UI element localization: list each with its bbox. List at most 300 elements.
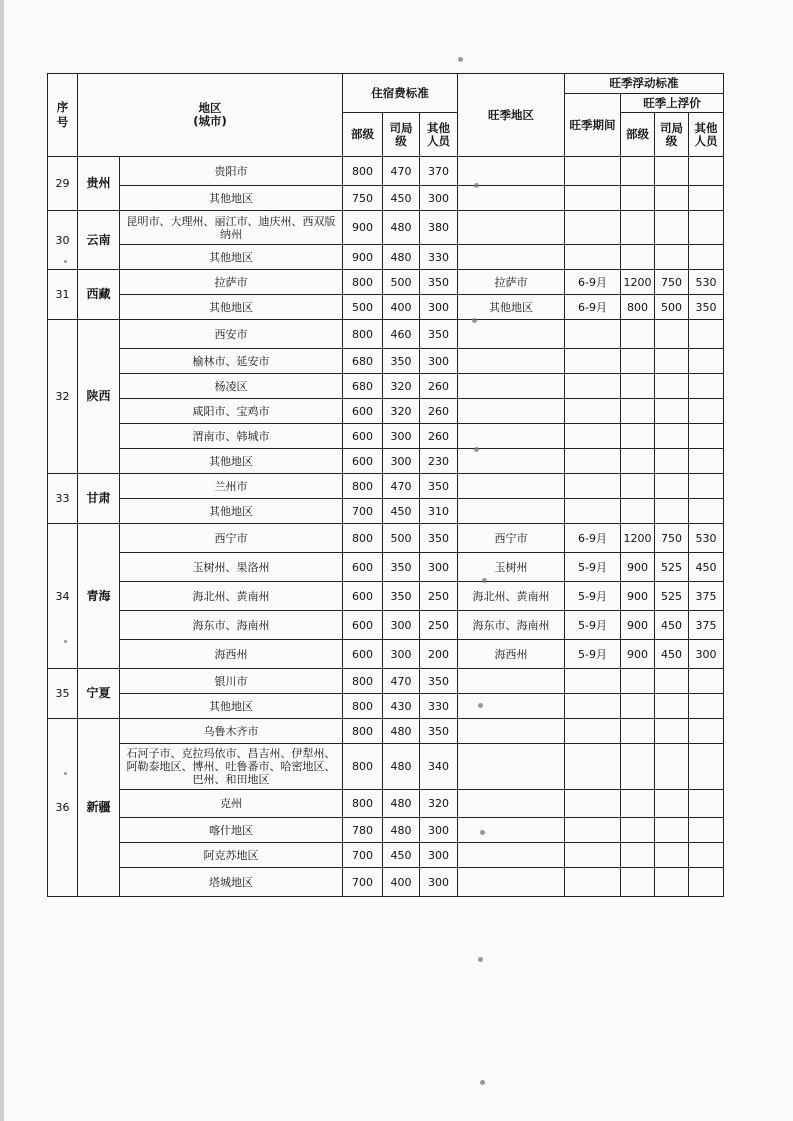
rate-bureau: 400 [383, 295, 420, 320]
peak-ministerial: 800 [621, 295, 655, 320]
peak-ministerial [621, 843, 655, 868]
peak-other [689, 868, 724, 897]
table-row [48, 524, 724, 553]
table-row [48, 474, 724, 499]
peak-bureau [655, 374, 689, 399]
peak-period-cell [565, 744, 621, 790]
rate-other: 350 [420, 719, 458, 744]
peak-ministerial [621, 424, 655, 449]
peak-other [689, 669, 724, 694]
peak-period-cell [565, 424, 621, 449]
rate-bureau: 350 [383, 349, 420, 374]
peak-bureau [655, 719, 689, 744]
rate-other: 350 [420, 669, 458, 694]
peak-period-cell: 5-9月 [565, 640, 621, 669]
peak-period-cell [565, 669, 621, 694]
rate-ministerial: 800 [343, 320, 383, 349]
peak-period-cell: 5-9月 [565, 611, 621, 640]
rate-other: 230 [420, 449, 458, 474]
rate-other: 300 [420, 553, 458, 582]
city-cell: 其他地区 [120, 694, 343, 719]
city-cell: 杨凌区 [120, 374, 343, 399]
peak-period-cell [565, 474, 621, 499]
peak-other: 350 [689, 295, 724, 320]
rate-other: 300 [420, 868, 458, 897]
city-cell: 银川市 [120, 669, 343, 694]
city-cell: 拉萨市 [120, 270, 343, 295]
peak-area-cell: 西宁市 [458, 524, 565, 553]
rate-ministerial: 800 [343, 474, 383, 499]
peak-ministerial [621, 245, 655, 270]
rate-bureau: 480 [383, 744, 420, 790]
table-row [48, 374, 724, 399]
peak-area-cell [458, 374, 565, 399]
peak-bureau [655, 349, 689, 374]
peak-area-cell [458, 211, 565, 245]
seq-cell: 35 [48, 669, 78, 719]
peak-bureau [655, 868, 689, 897]
rate-other: 340 [420, 744, 458, 790]
peak-bureau [655, 474, 689, 499]
city-cell: 克州 [120, 790, 343, 818]
peak-ministerial [621, 211, 655, 245]
scan-speck [480, 1080, 485, 1085]
table-row [48, 399, 724, 424]
peak-other [689, 320, 724, 349]
peak-area-cell [458, 694, 565, 719]
province-cell: 青海 [78, 524, 120, 669]
lodging-col-bureau-label: 司局级 [389, 120, 413, 148]
peak-ministerial [621, 320, 655, 349]
rate-bureau: 480 [383, 790, 420, 818]
table-row [48, 245, 724, 270]
rate-ministerial: 600 [343, 611, 383, 640]
peak-period-cell [565, 719, 621, 744]
seq-header [48, 74, 78, 157]
rate-other: 370 [420, 157, 458, 186]
peak-area-cell [458, 449, 565, 474]
peak-other [689, 186, 724, 211]
peak-other [689, 211, 724, 245]
peak-bureau [655, 499, 689, 524]
rate-bureau: 320 [383, 399, 420, 424]
rate-bureau: 480 [383, 818, 420, 843]
city-cell: 石河子市、克拉玛依市、昌吉州、伊犁州、阿勒泰地区、博州、吐鲁番市、哈密地区、巴州、和田地区 [120, 744, 343, 790]
rate-ministerial: 600 [343, 553, 383, 582]
peak-bureau [655, 424, 689, 449]
city-cell: 兰州市 [120, 474, 343, 499]
scan-speck [64, 772, 67, 775]
rate-bureau: 500 [383, 270, 420, 295]
rate-ministerial: 900 [343, 245, 383, 270]
rate-ministerial: 600 [343, 640, 383, 669]
peak-bureau: 450 [655, 640, 689, 669]
peak-col-bureau-label: 司局级 [660, 120, 684, 148]
rate-bureau: 500 [383, 524, 420, 553]
peak-area-cell [458, 818, 565, 843]
peak-bureau: 750 [655, 524, 689, 553]
scan-speck [478, 703, 483, 708]
rate-ministerial: 600 [343, 399, 383, 424]
peak-period-cell [565, 349, 621, 374]
peak-period-header: 旺季期间 [565, 94, 621, 157]
province-cell: 贵州 [78, 157, 120, 211]
peak-period-cell [565, 843, 621, 868]
peak-ministerial [621, 818, 655, 843]
seq-cell: 36 [48, 719, 78, 897]
peak-other [689, 790, 724, 818]
rate-bureau: 470 [383, 474, 420, 499]
rate-bureau: 470 [383, 157, 420, 186]
peak-bureau: 450 [655, 611, 689, 640]
scan-speck [474, 183, 479, 188]
peak-period-cell: 5-9月 [565, 582, 621, 611]
city-cell: 其他地区 [120, 499, 343, 524]
region-header-label: 地区 [198, 101, 222, 115]
table-row [48, 640, 724, 669]
peak-ministerial: 900 [621, 640, 655, 669]
peak-period-cell: 6-9月 [565, 295, 621, 320]
city-cell: 榆林市、延安市 [120, 349, 343, 374]
city-cell: 西安市 [120, 320, 343, 349]
peak-other [689, 157, 724, 186]
peak-other [689, 499, 724, 524]
table-row [48, 843, 724, 868]
city-cell: 阿克苏地区 [120, 843, 343, 868]
rate-ministerial: 700 [343, 499, 383, 524]
peak-period-cell [565, 399, 621, 424]
peak-area-cell [458, 157, 565, 186]
table-row [48, 744, 724, 790]
rate-bureau: 400 [383, 868, 420, 897]
peak-other: 530 [689, 270, 724, 295]
rate-ministerial: 680 [343, 374, 383, 399]
peak-col-other-label: 其他人员 [694, 120, 718, 148]
scan-speck [64, 640, 67, 643]
peak-ministerial [621, 374, 655, 399]
peak-ministerial: 900 [621, 611, 655, 640]
rate-ministerial: 600 [343, 582, 383, 611]
rate-ministerial: 750 [343, 186, 383, 211]
rate-bureau: 480 [383, 211, 420, 245]
rate-other: 380 [420, 211, 458, 245]
peak-area-cell [458, 320, 565, 349]
peak-bureau [655, 694, 689, 719]
scan-speck [482, 578, 487, 583]
table-row [48, 295, 724, 320]
rate-bureau: 460 [383, 320, 420, 349]
peak-other: 375 [689, 611, 724, 640]
peak-other [689, 843, 724, 868]
lodging-col-bureau [383, 113, 420, 157]
peak-other: 375 [689, 582, 724, 611]
peak-ministerial [621, 868, 655, 897]
peak-bureau [655, 186, 689, 211]
city-cell: 喀什地区 [120, 818, 343, 843]
rate-other: 250 [420, 582, 458, 611]
rate-bureau: 350 [383, 582, 420, 611]
rate-other: 350 [420, 270, 458, 295]
city-cell: 其他地区 [120, 186, 343, 211]
peak-period-cell: 6-9月 [565, 270, 621, 295]
seq-header-label: 序号 [56, 100, 69, 129]
city-cell: 西宁市 [120, 524, 343, 553]
peak-area-cell [458, 744, 565, 790]
rate-other: 300 [420, 818, 458, 843]
rate-bureau: 450 [383, 186, 420, 211]
table-row [48, 449, 724, 474]
peak-area-cell [458, 245, 565, 270]
scan-speck [480, 830, 485, 835]
city-cell: 海西州 [120, 640, 343, 669]
peak-ministerial: 900 [621, 553, 655, 582]
peak-bureau [655, 669, 689, 694]
province-cell: 宁夏 [78, 669, 120, 719]
rate-other: 350 [420, 320, 458, 349]
table-row [48, 553, 724, 582]
rate-other: 350 [420, 524, 458, 553]
city-cell: 海东市、海南州 [120, 611, 343, 640]
peak-area-cell: 海北州、黄南州 [458, 582, 565, 611]
peak-ministerial [621, 186, 655, 211]
rate-ministerial: 680 [343, 349, 383, 374]
peak-period-cell [565, 868, 621, 897]
peak-bureau: 525 [655, 582, 689, 611]
peak-ministerial [621, 349, 655, 374]
table-row [48, 211, 724, 245]
seq-cell: 30 [48, 211, 78, 270]
rate-other: 260 [420, 374, 458, 399]
city-cell: 塔城地区 [120, 868, 343, 897]
province-cell: 陕西 [78, 320, 120, 474]
rate-other: 200 [420, 640, 458, 669]
city-cell: 咸阳市、宝鸡市 [120, 399, 343, 424]
peak-area-cell: 海西州 [458, 640, 565, 669]
rate-ministerial: 800 [343, 694, 383, 719]
peak-area-cell: 玉树州 [458, 553, 565, 582]
lodging-col-ministerial: 部级 [343, 113, 383, 157]
scan-speck [64, 260, 67, 263]
table-row [48, 320, 724, 349]
rate-ministerial: 600 [343, 449, 383, 474]
peak-bureau [655, 245, 689, 270]
region-header [78, 74, 343, 157]
peak-other: 450 [689, 553, 724, 582]
peak-other [689, 374, 724, 399]
peak-area-cell [458, 790, 565, 818]
scan-edge [0, 0, 4, 1121]
peak-period-cell: 6-9月 [565, 524, 621, 553]
peak-bureau [655, 449, 689, 474]
city-cell: 渭南市、韩城市 [120, 424, 343, 449]
peak-bureau [655, 790, 689, 818]
peak-ministerial [621, 694, 655, 719]
rate-ministerial: 800 [343, 744, 383, 790]
peak-area-cell [458, 474, 565, 499]
scan-speck [474, 447, 479, 452]
scan-speck [478, 957, 483, 962]
peak-other [689, 399, 724, 424]
seq-cell: 32 [48, 320, 78, 474]
table-row [48, 157, 724, 186]
peak-ministerial: 900 [621, 582, 655, 611]
rate-ministerial: 800 [343, 669, 383, 694]
peak-area-cell [458, 349, 565, 374]
city-cell: 其他地区 [120, 449, 343, 474]
rate-ministerial: 900 [343, 211, 383, 245]
peak-area-cell [458, 499, 565, 524]
lodging-col-other-label: 其他人员 [427, 120, 451, 148]
peak-other [689, 245, 724, 270]
city-cell: 昆明市、大理州、丽江市、迪庆州、西双版纳州 [120, 211, 343, 245]
table-row [48, 582, 724, 611]
peak-ministerial: 1200 [621, 270, 655, 295]
city-cell: 其他地区 [120, 295, 343, 320]
peak-other [689, 744, 724, 790]
peak-period-cell [565, 818, 621, 843]
lodging-standard-table [47, 73, 724, 897]
table-row [48, 499, 724, 524]
rate-bureau: 480 [383, 245, 420, 270]
peak-other [689, 449, 724, 474]
peak-bureau [655, 157, 689, 186]
table-row [48, 186, 724, 211]
peak-other [689, 349, 724, 374]
peak-bureau: 525 [655, 553, 689, 582]
city-cell: 其他地区 [120, 245, 343, 270]
peak-bureau [655, 843, 689, 868]
rate-bureau: 300 [383, 449, 420, 474]
peak-period-cell [565, 245, 621, 270]
peak-area-cell [458, 868, 565, 897]
peak-ministerial: 1200 [621, 524, 655, 553]
table-row [48, 424, 724, 449]
lodging-col-other [420, 113, 458, 157]
peak-other [689, 818, 724, 843]
peak-area-cell [458, 719, 565, 744]
peak-other: 530 [689, 524, 724, 553]
peak-area-header: 旺季地区 [458, 74, 565, 157]
scan-speck [458, 57, 463, 62]
rate-bureau: 350 [383, 553, 420, 582]
peak-other [689, 424, 724, 449]
rate-bureau: 470 [383, 669, 420, 694]
peak-area-cell [458, 843, 565, 868]
province-cell: 云南 [78, 211, 120, 270]
peak-area-cell: 其他地区 [458, 295, 565, 320]
peak-area-cell: 海东市、海南州 [458, 611, 565, 640]
peak-price-header: 旺季上浮价 [621, 94, 724, 113]
table-row [48, 790, 724, 818]
peak-col-bureau [655, 113, 689, 157]
province-cell: 西藏 [78, 270, 120, 320]
rate-ministerial: 600 [343, 424, 383, 449]
peak-period-cell [565, 186, 621, 211]
peak-period-cell [565, 499, 621, 524]
peak-period-cell [565, 211, 621, 245]
peak-ministerial [621, 449, 655, 474]
table-row [48, 818, 724, 843]
peak-period-cell [565, 790, 621, 818]
rate-other: 350 [420, 474, 458, 499]
rate-ministerial: 800 [343, 157, 383, 186]
city-cell: 玉树州、果洛州 [120, 553, 343, 582]
rate-ministerial: 800 [343, 270, 383, 295]
province-cell: 甘肃 [78, 474, 120, 524]
rate-bureau: 480 [383, 719, 420, 744]
peak-period-cell [565, 694, 621, 719]
province-cell: 新疆 [78, 719, 120, 897]
rate-other: 310 [420, 499, 458, 524]
seq-cell: 34 [48, 524, 78, 669]
peak-period-cell [565, 449, 621, 474]
peak-period-cell [565, 374, 621, 399]
peak-area-cell [458, 424, 565, 449]
table-row [48, 868, 724, 897]
table-row [48, 669, 724, 694]
rate-bureau: 300 [383, 424, 420, 449]
peak-other: 300 [689, 640, 724, 669]
rate-other: 260 [420, 424, 458, 449]
rate-other: 300 [420, 295, 458, 320]
rate-other: 300 [420, 843, 458, 868]
table-row [48, 611, 724, 640]
rate-ministerial: 780 [343, 818, 383, 843]
peak-period-cell: 5-9月 [565, 553, 621, 582]
peak-area-cell [458, 399, 565, 424]
lodging-header: 住宿费标准 [343, 74, 458, 113]
peak-ministerial [621, 157, 655, 186]
peak-area-cell [458, 186, 565, 211]
rate-ministerial: 700 [343, 843, 383, 868]
table-row [48, 349, 724, 374]
region-header-sub: (城市) [193, 114, 227, 128]
peak-area-cell: 拉萨市 [458, 270, 565, 295]
rate-ministerial: 800 [343, 790, 383, 818]
rate-bureau: 320 [383, 374, 420, 399]
peak-other [689, 694, 724, 719]
city-cell: 贵阳市 [120, 157, 343, 186]
peak-ministerial [621, 474, 655, 499]
seq-cell: 29 [48, 157, 78, 211]
peak-col-other [689, 113, 724, 157]
city-cell: 海北州、黄南州 [120, 582, 343, 611]
rate-bureau: 450 [383, 843, 420, 868]
peak-bureau: 750 [655, 270, 689, 295]
rate-bureau: 430 [383, 694, 420, 719]
peak-other [689, 719, 724, 744]
seq-cell: 33 [48, 474, 78, 524]
peak-bureau [655, 744, 689, 790]
rate-other: 300 [420, 349, 458, 374]
peak-standard-header: 旺季浮动标准 [565, 74, 724, 94]
peak-other [689, 474, 724, 499]
rate-bureau: 300 [383, 611, 420, 640]
rate-ministerial: 800 [343, 524, 383, 553]
seq-cell: 31 [48, 270, 78, 320]
peak-bureau [655, 320, 689, 349]
scan-speck [472, 318, 477, 323]
rate-other: 300 [420, 186, 458, 211]
peak-bureau [655, 818, 689, 843]
peak-ministerial [621, 669, 655, 694]
rate-other: 330 [420, 245, 458, 270]
rate-other: 260 [420, 399, 458, 424]
table-row [48, 694, 724, 719]
table-row [48, 719, 724, 744]
peak-period-cell [565, 320, 621, 349]
peak-ministerial [621, 499, 655, 524]
